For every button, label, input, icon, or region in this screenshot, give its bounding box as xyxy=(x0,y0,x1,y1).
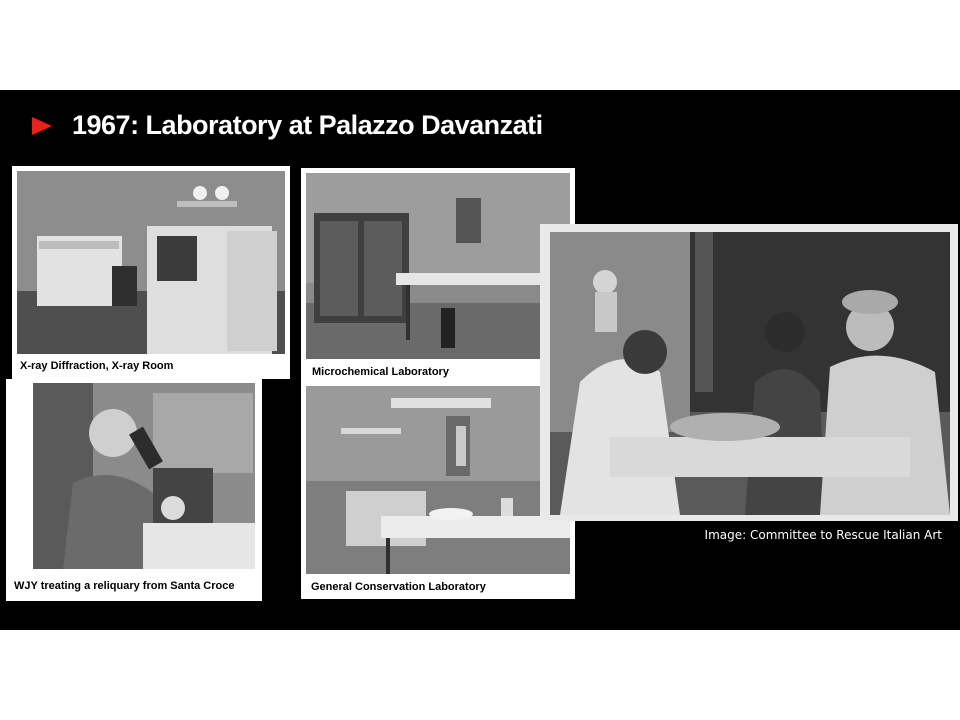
slide xyxy=(0,90,960,630)
photo-card-xray xyxy=(12,166,290,379)
photo-general-conservation-lab xyxy=(306,386,570,574)
caption-microchemical: Microchemical Laboratory xyxy=(312,366,449,378)
photo-card-microchemical xyxy=(301,168,575,383)
photo-card-conservators xyxy=(540,224,958,521)
slide-title-text: 1967: Laboratory at Palazzo Davanzati xyxy=(72,110,543,140)
photo-conservators-at-table xyxy=(550,232,950,515)
red-triangle-bullet-icon xyxy=(32,117,52,135)
photo-xray-room xyxy=(17,171,285,354)
caption-wjy: WJY treating a reliquary from Santa Croce xyxy=(14,580,235,592)
photo-wjy-reliquary xyxy=(33,383,255,569)
photo-card-wjy xyxy=(6,379,262,601)
caption-xray: X-ray Diffraction, X-ray Room xyxy=(20,360,174,372)
photo-card-general xyxy=(301,383,575,599)
image-credit: Image: Committee to Rescue Italian Art xyxy=(704,528,942,542)
photo-microchemical-lab xyxy=(306,173,570,359)
slide-title xyxy=(32,110,543,141)
caption-general: General Conservation Laboratory xyxy=(311,581,486,593)
